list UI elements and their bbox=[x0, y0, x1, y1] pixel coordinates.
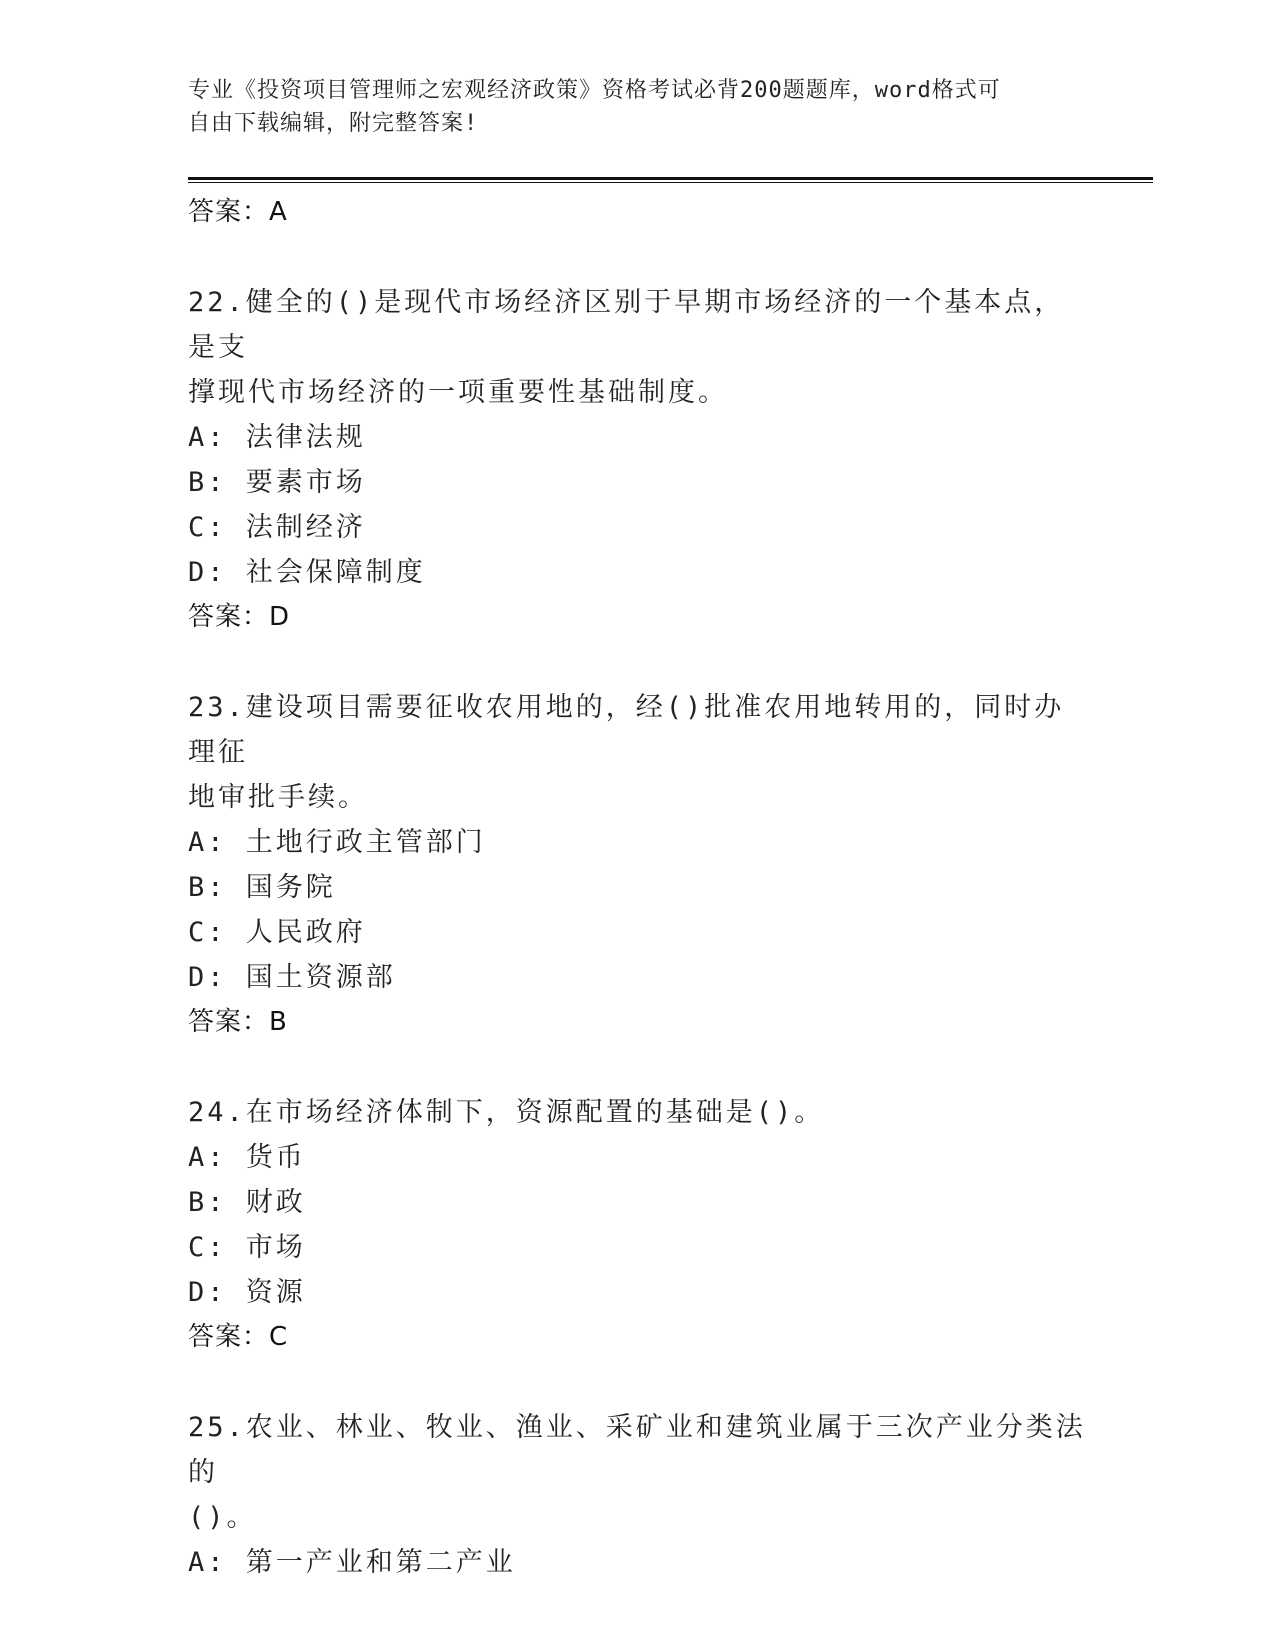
question-25 bbox=[188, 1405, 1088, 1585]
question-22 bbox=[188, 280, 1088, 640]
question-23 bbox=[188, 685, 1088, 1045]
question-stem-line1: 25.农业、林业、牧业、渔业、采矿业和建筑业属于三次产业分类法的 bbox=[188, 1412, 1086, 1488]
option-c: C: 法制经济 bbox=[188, 512, 366, 543]
question-stem-line2: ()。 bbox=[188, 1502, 257, 1533]
previous-answer: 答案：A bbox=[188, 197, 288, 227]
option-d: D: 社会保障制度 bbox=[188, 557, 426, 588]
option-a: A: 第一产业和第二产业 bbox=[188, 1547, 516, 1578]
header-divider-thin bbox=[188, 182, 1153, 183]
option-d: D: 资源 bbox=[188, 1277, 306, 1308]
question-stem-line1: 22.健全的()是现代市场经济区别于早期市场经济的一个基本点，是支 bbox=[188, 287, 1065, 363]
question-stem-line2: 撑现代市场经济的一项重要性基础制度。 bbox=[188, 377, 728, 408]
option-c: C: 人民政府 bbox=[188, 917, 366, 948]
question-stem-line1: 23.建设项目需要征收农用地的，经()批准农用地转用的，同时办理征 bbox=[188, 692, 1065, 768]
option-b: B: 要素市场 bbox=[188, 467, 366, 498]
question-list bbox=[188, 190, 1088, 1630]
question-stem-line2: 地审批手续。 bbox=[188, 782, 368, 813]
option-d: D: 国土资源部 bbox=[188, 962, 396, 993]
answer: 答案：D bbox=[188, 602, 291, 632]
option-b: B: 财政 bbox=[188, 1187, 306, 1218]
question-24 bbox=[188, 1090, 1088, 1360]
option-a: A: 土地行政主管部门 bbox=[188, 827, 486, 858]
header-title-line2: 自由下载编辑，附完整答案! bbox=[188, 111, 479, 136]
option-b: B: 国务院 bbox=[188, 872, 336, 903]
page-header bbox=[188, 74, 1068, 140]
option-a: A: 法律法规 bbox=[188, 422, 366, 453]
header-divider-thick bbox=[188, 177, 1153, 180]
answer: 答案：C bbox=[188, 1322, 289, 1352]
answer: 答案：B bbox=[188, 1007, 288, 1037]
header-title-line1: 专业《投资项目管理师之宏观经济政策》资格考试必背200题题库，word格式可 bbox=[188, 78, 1001, 103]
option-a: A: 货币 bbox=[188, 1142, 306, 1173]
option-c: C: 市场 bbox=[188, 1232, 306, 1263]
question-stem-line1: 24.在市场经济体制下，资源配置的基础是()。 bbox=[188, 1097, 825, 1128]
